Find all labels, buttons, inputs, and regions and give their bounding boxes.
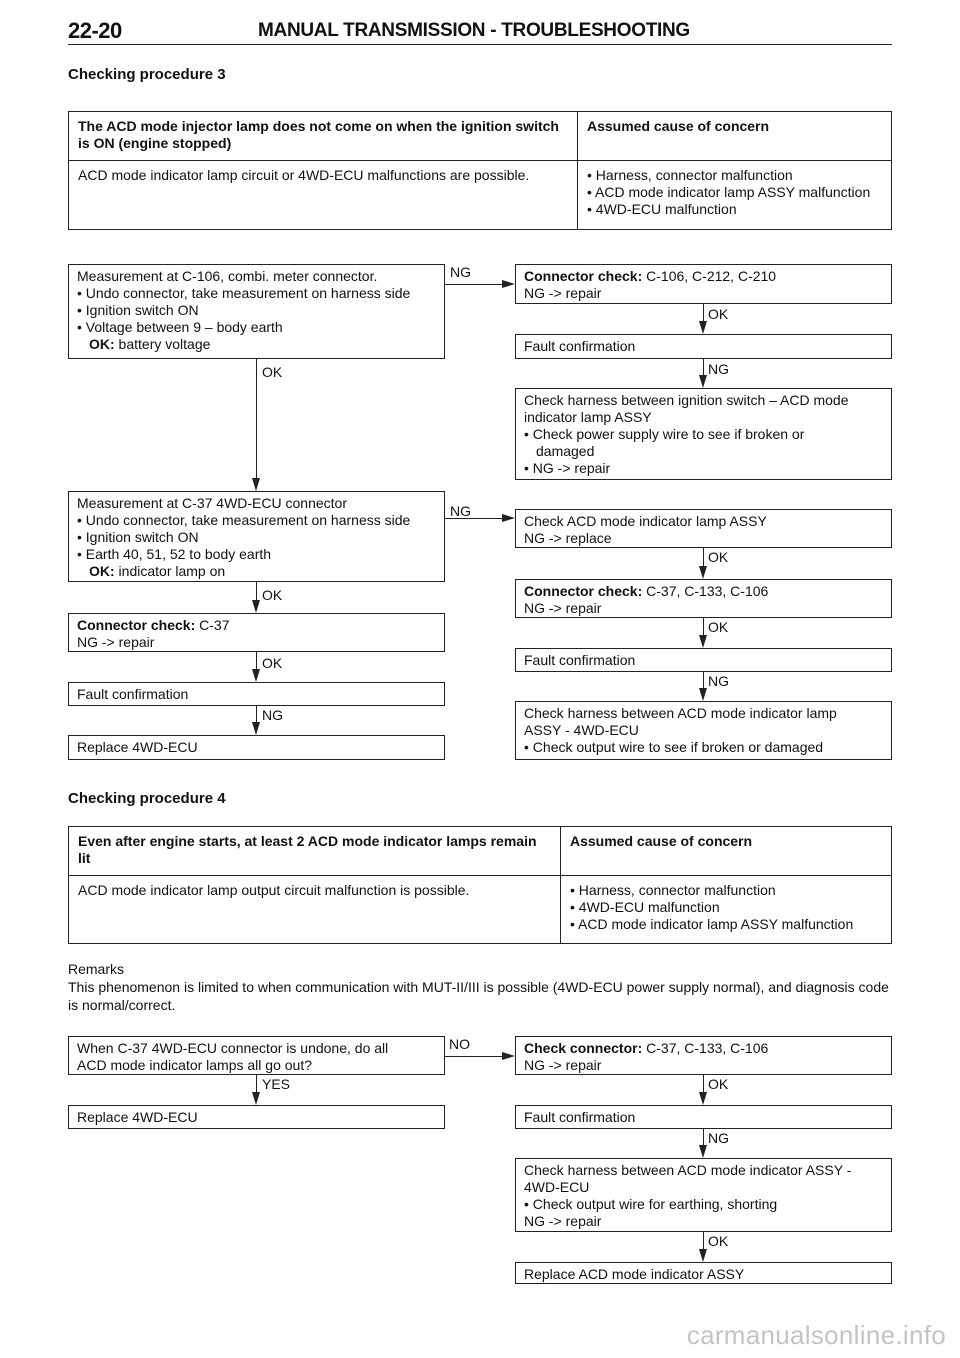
connector-line — [703, 1075, 704, 1092]
ng-label: NG — [708, 361, 729, 377]
step-text: • Ignition switch ON — [77, 302, 199, 318]
step-text — [77, 617, 436, 634]
connector-check-c37-box — [515, 579, 892, 618]
step-text: NG -> repair — [524, 1213, 602, 1229]
connector-line — [703, 1129, 704, 1145]
step-text: Replace 4WD-ECU — [77, 739, 198, 755]
step-text: NG -> repair — [524, 1057, 602, 1073]
arrow-right-icon — [502, 514, 515, 522]
connector-line — [256, 582, 257, 600]
step-text — [524, 268, 883, 285]
step-text: NG -> replace — [524, 530, 612, 546]
step-text: Measurement at C-37 4WD-ECU connector — [77, 495, 347, 511]
procedure-3-table — [68, 111, 892, 230]
ok-label: OK — [262, 364, 283, 380]
procedure-4-heading: Checking procedure 4 — [68, 790, 226, 807]
step-text: indicator lamp ASSY — [524, 409, 652, 425]
page-number: 22-20 — [68, 18, 122, 43]
check-connector-box — [515, 1036, 892, 1075]
ok-condition — [77, 336, 436, 353]
step-text: 4WD-ECU — [524, 1179, 590, 1195]
step-key: Connector check: — [77, 617, 196, 633]
step-text: NG -> repair — [524, 285, 602, 301]
step-text: Check ACD mode indicator lamp ASSY — [524, 513, 767, 529]
header-rule — [68, 44, 892, 45]
procedure-4-table — [68, 826, 892, 944]
question-box — [68, 1036, 445, 1075]
connector-check-c37-left-box — [68, 613, 445, 652]
step-value: C-37, C-133, C-106 — [642, 583, 769, 599]
step-text: Check harness between ignition switch – ACD mode — [524, 392, 849, 408]
procedure-3-heading: Checking procedure 3 — [68, 66, 226, 83]
connector-line — [703, 359, 704, 375]
ok-label: OK — [262, 655, 283, 671]
ok-value: battery voltage — [114, 336, 211, 352]
step-text: Fault confirmation — [524, 338, 636, 354]
ng-label: NG — [450, 264, 471, 280]
step-text: • Earth 40, 51, 52 to body earth — [77, 546, 272, 562]
ng-label: NG — [450, 503, 471, 519]
connector-line — [703, 1232, 704, 1249]
step-text — [524, 1040, 883, 1057]
step-text: Fault confirmation — [77, 686, 189, 702]
step-key: Check connector: — [524, 1040, 643, 1056]
no-label: NO — [449, 1036, 470, 1052]
step-text: When C-37 4WD-ECU connector is undone, do all — [77, 1040, 389, 1056]
page-title: MANUAL TRANSMISSION - TROUBLESHOOTING — [258, 20, 690, 41]
yes-label: YES — [262, 1076, 291, 1092]
connector-line — [703, 672, 704, 688]
cause-header: Assumed cause of concern — [578, 112, 892, 161]
watermark: carmanualsonline.info — [686, 1320, 946, 1350]
step-text: damaged — [536, 443, 595, 459]
symptom-text: ACD mode indicator lamp circuit or 4WD-ECU malfunctions are possible. — [69, 161, 578, 230]
harness-check-ignition-box — [515, 388, 892, 480]
cause-header: Assumed cause of concern — [561, 827, 892, 876]
step-text: • Undo connector, take measurement on harness side — [77, 512, 411, 528]
connector-check-c106-box — [515, 264, 892, 304]
symptom-header: The ACD mode injector lamp does not come on when the ignition switch is ON (engine stopped) — [69, 112, 578, 161]
step-text: Replace 4WD-ECU — [77, 1109, 198, 1125]
connector-line — [445, 284, 502, 285]
ok-value: indicator lamp on — [114, 563, 226, 579]
step-key: Connector check: — [524, 268, 643, 284]
connector-line — [256, 359, 257, 478]
symptom-header: Even after engine starts, at least 2 ACD mode indicator lamps remain lit — [69, 827, 561, 876]
cause-item: • ACD mode indicator lamp ASSY malfunction — [587, 184, 871, 200]
ok-label: OK — [708, 619, 729, 635]
arrow-down-icon — [252, 600, 260, 613]
fault-confirmation-box — [68, 682, 445, 706]
arrow-down-icon — [699, 375, 707, 388]
connector-line — [445, 1056, 502, 1057]
ng-label: NG — [708, 673, 729, 689]
fault-confirmation-box — [515, 1105, 892, 1129]
step-text: ACD mode indicator lamps all go out? — [77, 1057, 313, 1073]
step-value: C-37 — [195, 617, 230, 633]
arrow-right-icon — [502, 280, 515, 288]
arrow-down-icon — [252, 669, 260, 682]
cause-list — [561, 876, 892, 944]
remarks — [68, 960, 898, 1014]
arrow-down-icon — [699, 1249, 707, 1262]
step-text: NG -> repair — [524, 600, 602, 616]
cause-item: • Harness, connector malfunction — [570, 882, 776, 898]
step-text: Check harness between ACD mode indicator lamp — [524, 705, 837, 721]
arrow-down-icon — [252, 1092, 260, 1105]
step-text: ASSY - 4WD-ECU — [524, 722, 639, 738]
remarks-text: This phenomenon is limited to when communication with MUT-II/III is possible (4WD-ECU power supply normal), and diagnosis code is normal/correct. — [68, 979, 889, 1013]
ok-label: OK — [708, 1076, 729, 1092]
step-value: C-106, C-212, C-210 — [642, 268, 777, 284]
step-key: Connector check: — [524, 583, 643, 599]
cause-item: • Harness, connector malfunction — [587, 167, 793, 183]
arrow-down-icon — [699, 566, 707, 579]
ng-label: NG — [708, 1130, 729, 1146]
ok-label: OK — [708, 306, 729, 322]
ok-key: OK: — [89, 563, 115, 579]
step-text: • Undo connector, take measurement on harness side — [77, 285, 411, 301]
step-value: C-37, C-133, C-106 — [642, 1040, 769, 1056]
symptom-text: ACD mode indicator lamp output circuit malfunction is possible. — [69, 876, 561, 944]
cause-item: • ACD mode indicator lamp ASSY malfunction — [570, 916, 854, 932]
arrow-down-icon — [699, 1092, 707, 1105]
step-text: • Ignition switch ON — [77, 529, 199, 545]
arrow-right-icon — [502, 1052, 515, 1060]
step-text: • Check power supply wire to see if broken or — [524, 426, 805, 442]
ok-label: OK — [708, 549, 729, 565]
connector-line — [703, 548, 704, 566]
fault-confirmation-box — [515, 334, 892, 359]
ok-label: OK — [262, 587, 283, 603]
step-text: Fault confirmation — [524, 652, 636, 668]
connector-line — [256, 652, 257, 669]
measurement-c106-box — [68, 264, 445, 359]
arrow-down-icon — [699, 1145, 707, 1158]
step-text: • Voltage between 9 – body earth — [77, 319, 283, 335]
connector-line — [703, 304, 704, 321]
step-text: • Check output wire to see if broken or damaged — [524, 739, 824, 755]
harness-check-lamp-ecu-box — [515, 701, 892, 760]
step-text: • Check output wire for earthing, shorting — [524, 1196, 778, 1212]
ok-label: OK — [708, 1233, 729, 1249]
cause-item: • 4WD-ECU malfunction — [570, 899, 720, 915]
measurement-c37-box — [68, 491, 445, 582]
ng-label: NG — [262, 707, 283, 723]
connector-line — [703, 618, 704, 635]
remarks-title: Remarks — [68, 961, 125, 977]
step-text: Measurement at C-106, combi. meter connector. — [77, 268, 378, 284]
replace-ecu-box — [68, 735, 445, 760]
step-text: NG -> repair — [77, 634, 155, 650]
step-text: Check harness between ACD mode indicator ASSY - — [524, 1162, 852, 1178]
arrow-down-icon — [252, 478, 260, 491]
lamp-check-box — [515, 509, 892, 548]
step-text: • NG -> repair — [524, 460, 611, 476]
step-text: Fault confirmation — [524, 1109, 636, 1125]
step-text — [524, 583, 883, 600]
arrow-down-icon — [699, 635, 707, 648]
arrow-down-icon — [252, 722, 260, 735]
replace-ecu-box — [68, 1105, 445, 1129]
cause-item: • 4WD-ECU malfunction — [587, 201, 737, 217]
harness-check-output-box — [515, 1158, 892, 1232]
connector-line — [256, 706, 257, 722]
arrow-down-icon — [699, 321, 707, 334]
ok-key: OK: — [89, 336, 115, 352]
fault-confirmation-box — [515, 648, 892, 672]
step-text: Replace ACD mode indicator ASSY — [524, 1266, 745, 1282]
connector-line — [256, 1075, 257, 1092]
ok-condition — [77, 563, 436, 580]
arrow-down-icon — [699, 688, 707, 701]
cause-list — [578, 161, 892, 230]
replace-lamp-box — [515, 1262, 892, 1284]
